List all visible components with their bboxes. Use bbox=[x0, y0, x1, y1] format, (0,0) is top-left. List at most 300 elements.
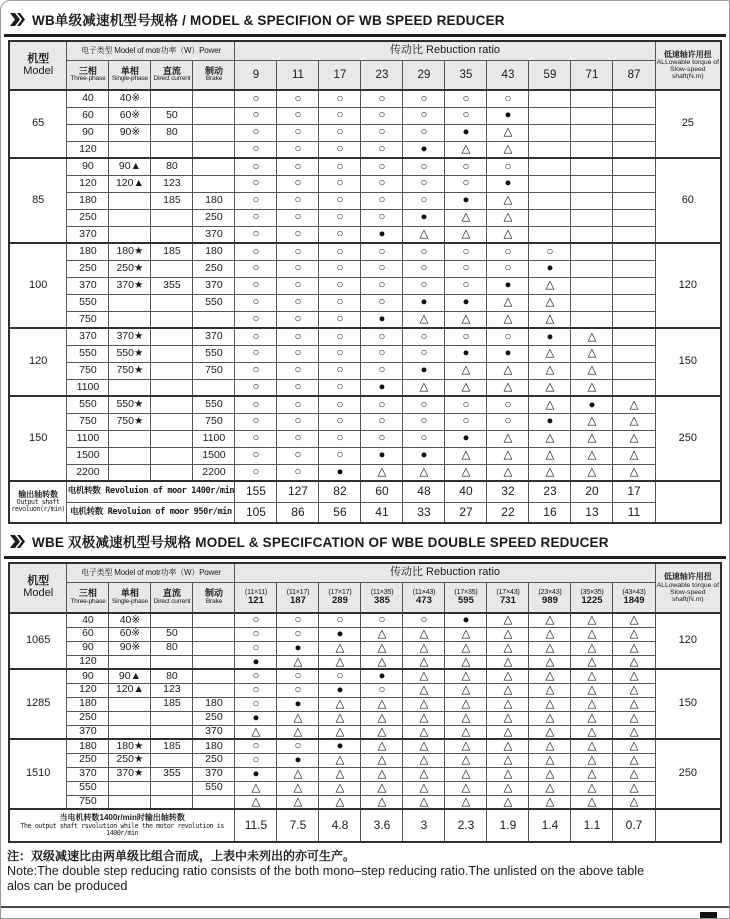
power-cell: 120 bbox=[67, 683, 109, 697]
model-cell: 120 bbox=[9, 328, 67, 396]
ratio-mark-cell: ○ bbox=[403, 158, 445, 175]
ratio-mark-cell: ○ bbox=[445, 396, 487, 413]
table-row bbox=[9, 795, 721, 809]
ratio-mark-cell: △ bbox=[487, 781, 529, 795]
ratio-mark-cell: △ bbox=[403, 627, 445, 641]
power-cell: 750 bbox=[67, 311, 109, 328]
ratio-mark-cell bbox=[613, 175, 655, 192]
ratio-mark-cell: ○ bbox=[277, 107, 319, 124]
power-cell bbox=[109, 294, 151, 311]
power-cell: 750 bbox=[67, 413, 109, 430]
section1-title-row bbox=[10, 9, 725, 29]
output-value-cell: 127 bbox=[277, 481, 319, 502]
output-value-cell: 155 bbox=[235, 481, 277, 502]
ratio-mark-cell: △ bbox=[487, 311, 529, 328]
power-cell: 90 bbox=[67, 124, 109, 141]
power-cell: 1500 bbox=[193, 447, 235, 464]
ratio-mark-cell: △ bbox=[571, 753, 613, 767]
ratio-mark-cell: ○ bbox=[235, 90, 277, 107]
output-value-cell: 27 bbox=[445, 502, 487, 523]
ratio-mark-cell: ● bbox=[361, 669, 403, 683]
ratio-mark-cell: △ bbox=[319, 655, 361, 669]
col-header-ratio: 35 bbox=[445, 60, 487, 90]
col-header-brake bbox=[193, 60, 235, 90]
power-cell: 250 bbox=[67, 753, 109, 767]
ratio-mark-cell: △ bbox=[445, 464, 487, 481]
output-value-cell: 17 bbox=[613, 481, 655, 502]
ratio-mark-cell: △ bbox=[361, 641, 403, 655]
ratio-mark-cell: ○ bbox=[319, 107, 361, 124]
ratio-mark-cell bbox=[613, 362, 655, 379]
ratio-mark-cell: ○ bbox=[445, 175, 487, 192]
ratio-mark-cell: ● bbox=[529, 260, 571, 277]
ratio-mark-cell: ○ bbox=[361, 107, 403, 124]
ratio-mark-cell: △ bbox=[487, 447, 529, 464]
ratio-mark-cell: ○ bbox=[235, 107, 277, 124]
ratio-mark-cell bbox=[613, 107, 655, 124]
ratio-mark-cell: ○ bbox=[403, 192, 445, 209]
ratio-mark-cell: △ bbox=[361, 739, 403, 753]
ratio-mark-cell: △ bbox=[571, 795, 613, 809]
ratio-mark-cell: △ bbox=[571, 413, 613, 430]
ratio-mark-cell: ○ bbox=[277, 627, 319, 641]
ratio-value: 595 bbox=[458, 595, 474, 607]
ratio-mark-cell: △ bbox=[445, 311, 487, 328]
ratio-mark-cell: ● bbox=[445, 345, 487, 362]
ratio-mark-cell: △ bbox=[487, 226, 529, 243]
col-header-ratio bbox=[319, 582, 361, 613]
power-cell bbox=[109, 795, 151, 809]
ratio-mark-cell bbox=[529, 226, 571, 243]
power-cell bbox=[151, 655, 193, 669]
col-header-ratio: 29 bbox=[403, 60, 445, 90]
power-cell: 750 bbox=[193, 362, 235, 379]
ratio-mark-cell: ● bbox=[277, 753, 319, 767]
col-header-three-phase bbox=[67, 582, 109, 613]
ratio-pair: (17×43) bbox=[496, 587, 520, 597]
col-header-ratio: 11 bbox=[277, 60, 319, 90]
ratio-mark-cell bbox=[613, 90, 655, 107]
ratio-mark-cell: △ bbox=[529, 767, 571, 781]
ratio-mark-cell: ○ bbox=[361, 141, 403, 158]
power-cell: 370 bbox=[193, 725, 235, 739]
output-value-cell: 41 bbox=[361, 502, 403, 523]
ratio-mark-cell: ○ bbox=[403, 260, 445, 277]
ratio-mark-cell: △ bbox=[613, 396, 655, 413]
ratio-mark-cell: ○ bbox=[361, 362, 403, 379]
ratio-mark-cell: △ bbox=[403, 767, 445, 781]
power-cell bbox=[151, 294, 193, 311]
header-row-1 bbox=[9, 563, 721, 582]
ratio-mark-cell: ○ bbox=[277, 192, 319, 209]
ratio-mark-cell: ○ bbox=[319, 328, 361, 345]
col-header-ratio bbox=[613, 582, 655, 613]
power-cell: 750 bbox=[67, 795, 109, 809]
ratio-mark-cell bbox=[613, 226, 655, 243]
model-cell: 1510 bbox=[9, 739, 67, 809]
power-cell bbox=[151, 328, 193, 345]
ratio-value: 473 bbox=[416, 595, 432, 607]
power-cell: 2200 bbox=[67, 464, 109, 481]
ratio-mark-cell: △ bbox=[361, 464, 403, 481]
col-header-model bbox=[9, 41, 67, 90]
ratio-mark-cell: ○ bbox=[235, 345, 277, 362]
power-cell: 80 bbox=[151, 641, 193, 655]
ratio-mark-cell: ○ bbox=[319, 260, 361, 277]
ratio-mark-cell: ● bbox=[403, 447, 445, 464]
torque-cell: 150 bbox=[655, 669, 721, 739]
ratio-mark-cell: ○ bbox=[361, 683, 403, 697]
ratio-mark-cell: △ bbox=[487, 739, 529, 753]
col-header-ratio: 23 bbox=[361, 60, 403, 90]
power-cell: 250 bbox=[67, 260, 109, 277]
table-row bbox=[9, 260, 721, 277]
table-row bbox=[9, 107, 721, 124]
ratio-mark-cell: ○ bbox=[277, 277, 319, 294]
power-cell bbox=[151, 711, 193, 725]
output-row bbox=[9, 502, 721, 523]
torque-cell: 60 bbox=[655, 158, 721, 243]
power-cell: 185 bbox=[151, 243, 193, 260]
ratio-mark-cell: ○ bbox=[361, 294, 403, 311]
ratio-mark-cell: △ bbox=[487, 683, 529, 697]
power-cell bbox=[109, 697, 151, 711]
ratio-mark-cell: ○ bbox=[235, 158, 277, 175]
ratio-mark-cell: ● bbox=[235, 655, 277, 669]
power-cell bbox=[193, 141, 235, 158]
ratio-mark-cell: ○ bbox=[445, 277, 487, 294]
ratio-mark-cell bbox=[571, 192, 613, 209]
ratio-mark-cell: ● bbox=[487, 277, 529, 294]
ratio-mark-cell: ○ bbox=[277, 669, 319, 683]
ratio-mark-cell: △ bbox=[571, 781, 613, 795]
power-cell bbox=[151, 90, 193, 107]
ratio-mark-cell: ● bbox=[445, 613, 487, 627]
ratio-mark-cell: △ bbox=[361, 627, 403, 641]
ratio-mark-cell: △ bbox=[529, 697, 571, 711]
motor-col-en: Single-phase bbox=[111, 75, 148, 82]
power-cell: 80 bbox=[151, 158, 193, 175]
ratio-mark-cell bbox=[613, 124, 655, 141]
power-cell: 370 bbox=[193, 328, 235, 345]
ratio-mark-cell: ○ bbox=[235, 464, 277, 481]
motor-col-en: Three-phase bbox=[70, 75, 106, 82]
power-cell bbox=[151, 753, 193, 767]
table-row bbox=[9, 175, 721, 192]
model-cell: 150 bbox=[9, 396, 67, 481]
ratio-pair: (43×43) bbox=[622, 587, 646, 597]
output-value-cell: 11.5 bbox=[235, 809, 277, 842]
ratio-mark-cell: △ bbox=[529, 725, 571, 739]
section2-title: WBE 双极减速机型号规格 MODEL & SPECIFCATION OF WBE DOUBLE SPEED REDUCER bbox=[32, 535, 609, 550]
ratio-mark-cell: ○ bbox=[319, 192, 361, 209]
ratio-mark-cell: △ bbox=[403, 226, 445, 243]
ratio-mark-cell bbox=[613, 141, 655, 158]
output-value-cell: 33 bbox=[403, 502, 445, 523]
ratio-mark-cell: △ bbox=[571, 447, 613, 464]
ratio-mark-cell: △ bbox=[529, 613, 571, 627]
notes-block bbox=[7, 850, 719, 893]
table-row bbox=[9, 613, 721, 627]
table-row bbox=[9, 192, 721, 209]
ratio-mark-cell: △ bbox=[403, 725, 445, 739]
table-row bbox=[9, 711, 721, 725]
ratio-mark-cell: ○ bbox=[319, 430, 361, 447]
ratio-mark-cell: △ bbox=[445, 739, 487, 753]
power-cell bbox=[151, 447, 193, 464]
power-cell bbox=[193, 158, 235, 175]
ratio-mark-cell: △ bbox=[487, 124, 529, 141]
table-row bbox=[9, 209, 721, 226]
ratio-mark-cell: △ bbox=[613, 795, 655, 809]
power-cell: 80 bbox=[151, 124, 193, 141]
col-header-ratio: 59 bbox=[529, 60, 571, 90]
model-cell: 85 bbox=[9, 158, 67, 243]
motor-revolution-label: 电机转数 Revoluion of moor 1400r/min bbox=[67, 481, 235, 502]
output-row bbox=[9, 481, 721, 502]
ratio-mark-cell: ○ bbox=[277, 739, 319, 753]
table-row bbox=[9, 396, 721, 413]
ratio-mark-cell: ○ bbox=[235, 192, 277, 209]
ratio-mark-cell: △ bbox=[361, 725, 403, 739]
note-en-line1: Note:The double step reducing ratio consists of the both mono–step reducing ratio.The unlisted on the above table bbox=[7, 863, 645, 878]
ratio-mark-cell: △ bbox=[403, 641, 445, 655]
ratio-pair: (17×17) bbox=[328, 587, 352, 597]
ratio-mark-cell: △ bbox=[403, 781, 445, 795]
power-cell: 120 bbox=[67, 175, 109, 192]
ratio-mark-cell: ● bbox=[319, 464, 361, 481]
ratio-mark-cell: ○ bbox=[487, 328, 529, 345]
model-cell: 100 bbox=[9, 243, 67, 328]
ratio-mark-cell: ○ bbox=[319, 226, 361, 243]
ratio-mark-cell: ○ bbox=[319, 379, 361, 396]
ratio-mark-cell: ○ bbox=[277, 226, 319, 243]
ratio-mark-cell: ○ bbox=[361, 209, 403, 226]
ratio-mark-cell: △ bbox=[445, 711, 487, 725]
ratio-mark-cell: ○ bbox=[319, 175, 361, 192]
ratio-mark-cell: ○ bbox=[361, 243, 403, 260]
ratio-mark-cell: ○ bbox=[403, 396, 445, 413]
table-row bbox=[9, 430, 721, 447]
table-row bbox=[9, 447, 721, 464]
power-cell: 250 bbox=[193, 209, 235, 226]
power-cell: 90※ bbox=[109, 641, 151, 655]
wbe-spec-table bbox=[8, 562, 722, 843]
ratio-mark-cell: △ bbox=[487, 697, 529, 711]
ratio-mark-cell: △ bbox=[361, 753, 403, 767]
motor-col-zh: 三相 bbox=[78, 588, 97, 599]
ratio-mark-cell: ○ bbox=[403, 90, 445, 107]
power-cell bbox=[151, 226, 193, 243]
col-header-direct-current bbox=[151, 60, 193, 90]
ratio-mark-cell: ○ bbox=[319, 209, 361, 226]
ratio-mark-cell: △ bbox=[403, 795, 445, 809]
ratio-mark-cell: ○ bbox=[319, 277, 361, 294]
ratio-mark-cell: ○ bbox=[487, 90, 529, 107]
motor-col-zh: 单相 bbox=[120, 65, 139, 76]
power-cell bbox=[193, 175, 235, 192]
power-cell bbox=[193, 311, 235, 328]
motor-col-zh: 直流 bbox=[162, 65, 181, 76]
torque-header-line: Slow-speed shaft(N.m) bbox=[670, 66, 706, 81]
ratio-mark-cell: ○ bbox=[235, 683, 277, 697]
ratio-mark-cell: ○ bbox=[487, 396, 529, 413]
ratio-mark-cell bbox=[529, 124, 571, 141]
ratio-mark-cell: △ bbox=[319, 697, 361, 711]
power-cell bbox=[109, 192, 151, 209]
ratio-mark-cell: △ bbox=[487, 192, 529, 209]
model-cell: 1065 bbox=[9, 613, 67, 669]
power-cell: 90▲ bbox=[109, 669, 151, 683]
output-value-cell: 0.7 bbox=[613, 809, 655, 842]
ratio-mark-cell: ○ bbox=[235, 175, 277, 192]
ratio-mark-cell bbox=[571, 158, 613, 175]
ratio-mark-cell bbox=[571, 260, 613, 277]
ratio-mark-cell bbox=[529, 209, 571, 226]
ratio-mark-cell bbox=[529, 107, 571, 124]
ratio-mark-cell: △ bbox=[361, 767, 403, 781]
table-row bbox=[9, 683, 721, 697]
ratio-mark-cell: △ bbox=[235, 781, 277, 795]
ratio-mark-cell: ○ bbox=[235, 311, 277, 328]
ratio-mark-cell: ○ bbox=[361, 277, 403, 294]
power-cell bbox=[109, 781, 151, 795]
ratio-mark-cell: ○ bbox=[487, 243, 529, 260]
table-row bbox=[9, 627, 721, 641]
ratio-mark-cell: ● bbox=[529, 413, 571, 430]
ratio-mark-cell: △ bbox=[277, 725, 319, 739]
table-row bbox=[9, 739, 721, 753]
ratio-mark-cell: ○ bbox=[319, 413, 361, 430]
power-cell: 120 bbox=[67, 655, 109, 669]
ratio-mark-cell: △ bbox=[571, 345, 613, 362]
ratio-mark-cell: ● bbox=[403, 294, 445, 311]
ratio-mark-cell: △ bbox=[571, 711, 613, 725]
power-cell: 370★ bbox=[109, 328, 151, 345]
double-chevron-icon bbox=[10, 535, 25, 548]
table-row bbox=[9, 311, 721, 328]
ratio-mark-cell bbox=[571, 124, 613, 141]
ratio-mark-cell: △ bbox=[445, 781, 487, 795]
power-cell bbox=[109, 430, 151, 447]
ratio-mark-cell bbox=[571, 294, 613, 311]
section2-rule bbox=[4, 556, 726, 559]
ratio-mark-cell: ● bbox=[487, 175, 529, 192]
ratio-mark-cell: △ bbox=[613, 641, 655, 655]
torque-cell: 150 bbox=[655, 328, 721, 396]
note-zh: 注：双级减速比由两单级比组合而成，上表中未列出的亦可生产。 bbox=[7, 849, 356, 863]
ratio-value: 289 bbox=[332, 595, 348, 607]
power-cell: 180★ bbox=[109, 243, 151, 260]
torque-cell: 120 bbox=[655, 243, 721, 328]
ratio-mark-cell: △ bbox=[487, 753, 529, 767]
ratio-mark-cell: ● bbox=[361, 447, 403, 464]
ratio-mark-cell: △ bbox=[445, 795, 487, 809]
ratio-mark-cell bbox=[613, 192, 655, 209]
ratio-mark-cell: △ bbox=[361, 781, 403, 795]
power-cell: 550 bbox=[193, 345, 235, 362]
ratio-mark-cell: ○ bbox=[235, 226, 277, 243]
ratio-mark-cell: ○ bbox=[235, 627, 277, 641]
ratio-mark-cell: ○ bbox=[403, 345, 445, 362]
ratio-mark-cell: △ bbox=[277, 655, 319, 669]
footer-rule bbox=[1, 906, 729, 908]
ratio-mark-cell: △ bbox=[613, 725, 655, 739]
torque-empty-cell bbox=[655, 481, 721, 523]
ratio-mark-cell: ○ bbox=[361, 192, 403, 209]
power-cell: 40 bbox=[67, 90, 109, 107]
ratio-mark-cell: △ bbox=[445, 379, 487, 396]
ratio-mark-cell: ○ bbox=[319, 243, 361, 260]
col-header-ratio bbox=[571, 582, 613, 613]
ratio-mark-cell: ○ bbox=[403, 328, 445, 345]
ratio-mark-cell: ● bbox=[571, 396, 613, 413]
power-cell bbox=[109, 141, 151, 158]
power-cell bbox=[151, 311, 193, 328]
table-row bbox=[9, 767, 721, 781]
motor-col-en: Three-phase bbox=[70, 597, 106, 605]
power-cell: 250 bbox=[67, 711, 109, 725]
ratio-mark-cell: ○ bbox=[319, 158, 361, 175]
power-cell bbox=[151, 430, 193, 447]
ratio-mark-cell: △ bbox=[529, 655, 571, 669]
power-cell: 550 bbox=[67, 396, 109, 413]
ratio-mark-cell: △ bbox=[487, 141, 529, 158]
ratio-mark-cell: △ bbox=[529, 277, 571, 294]
ratio-mark-cell: ○ bbox=[319, 90, 361, 107]
power-cell bbox=[109, 655, 151, 669]
ratio-mark-cell: ○ bbox=[277, 464, 319, 481]
power-cell bbox=[151, 260, 193, 277]
power-cell: 185 bbox=[151, 192, 193, 209]
ratio-mark-cell: △ bbox=[571, 683, 613, 697]
ratio-mark-cell: ● bbox=[235, 767, 277, 781]
power-cell: 180 bbox=[67, 192, 109, 209]
ratio-mark-cell: ● bbox=[277, 641, 319, 655]
ratio-mark-cell: △ bbox=[445, 226, 487, 243]
ratio-mark-cell: ○ bbox=[235, 379, 277, 396]
ratio-mark-cell: △ bbox=[403, 464, 445, 481]
ratio-mark-cell: △ bbox=[319, 711, 361, 725]
output-value-cell: 2.3 bbox=[445, 809, 487, 842]
ratio-mark-cell: ○ bbox=[361, 430, 403, 447]
ratio-mark-cell: ○ bbox=[277, 447, 319, 464]
power-cell bbox=[109, 311, 151, 328]
output-value-cell: 3.6 bbox=[361, 809, 403, 842]
ratio-mark-cell: ○ bbox=[235, 209, 277, 226]
ratio-mark-cell: △ bbox=[361, 697, 403, 711]
ratio-mark-cell: △ bbox=[529, 396, 571, 413]
power-cell: 40※ bbox=[109, 90, 151, 107]
ratio-mark-cell bbox=[571, 243, 613, 260]
table-row bbox=[9, 226, 721, 243]
ratio-mark-cell bbox=[613, 277, 655, 294]
ratio-mark-cell bbox=[571, 226, 613, 243]
power-cell: 40 bbox=[67, 613, 109, 627]
ratio-mark-cell: ○ bbox=[319, 447, 361, 464]
ratio-mark-cell: ○ bbox=[361, 396, 403, 413]
power-cell bbox=[193, 655, 235, 669]
ratio-mark-cell: △ bbox=[361, 795, 403, 809]
motor-col-zh: 制动 bbox=[204, 65, 223, 76]
ratio-mark-cell: ○ bbox=[361, 90, 403, 107]
power-cell bbox=[193, 627, 235, 641]
ratio-mark-cell: △ bbox=[529, 430, 571, 447]
power-cell bbox=[109, 209, 151, 226]
ratio-mark-cell: △ bbox=[319, 641, 361, 655]
ratio-mark-cell: ○ bbox=[277, 294, 319, 311]
power-cell: 123 bbox=[151, 683, 193, 697]
